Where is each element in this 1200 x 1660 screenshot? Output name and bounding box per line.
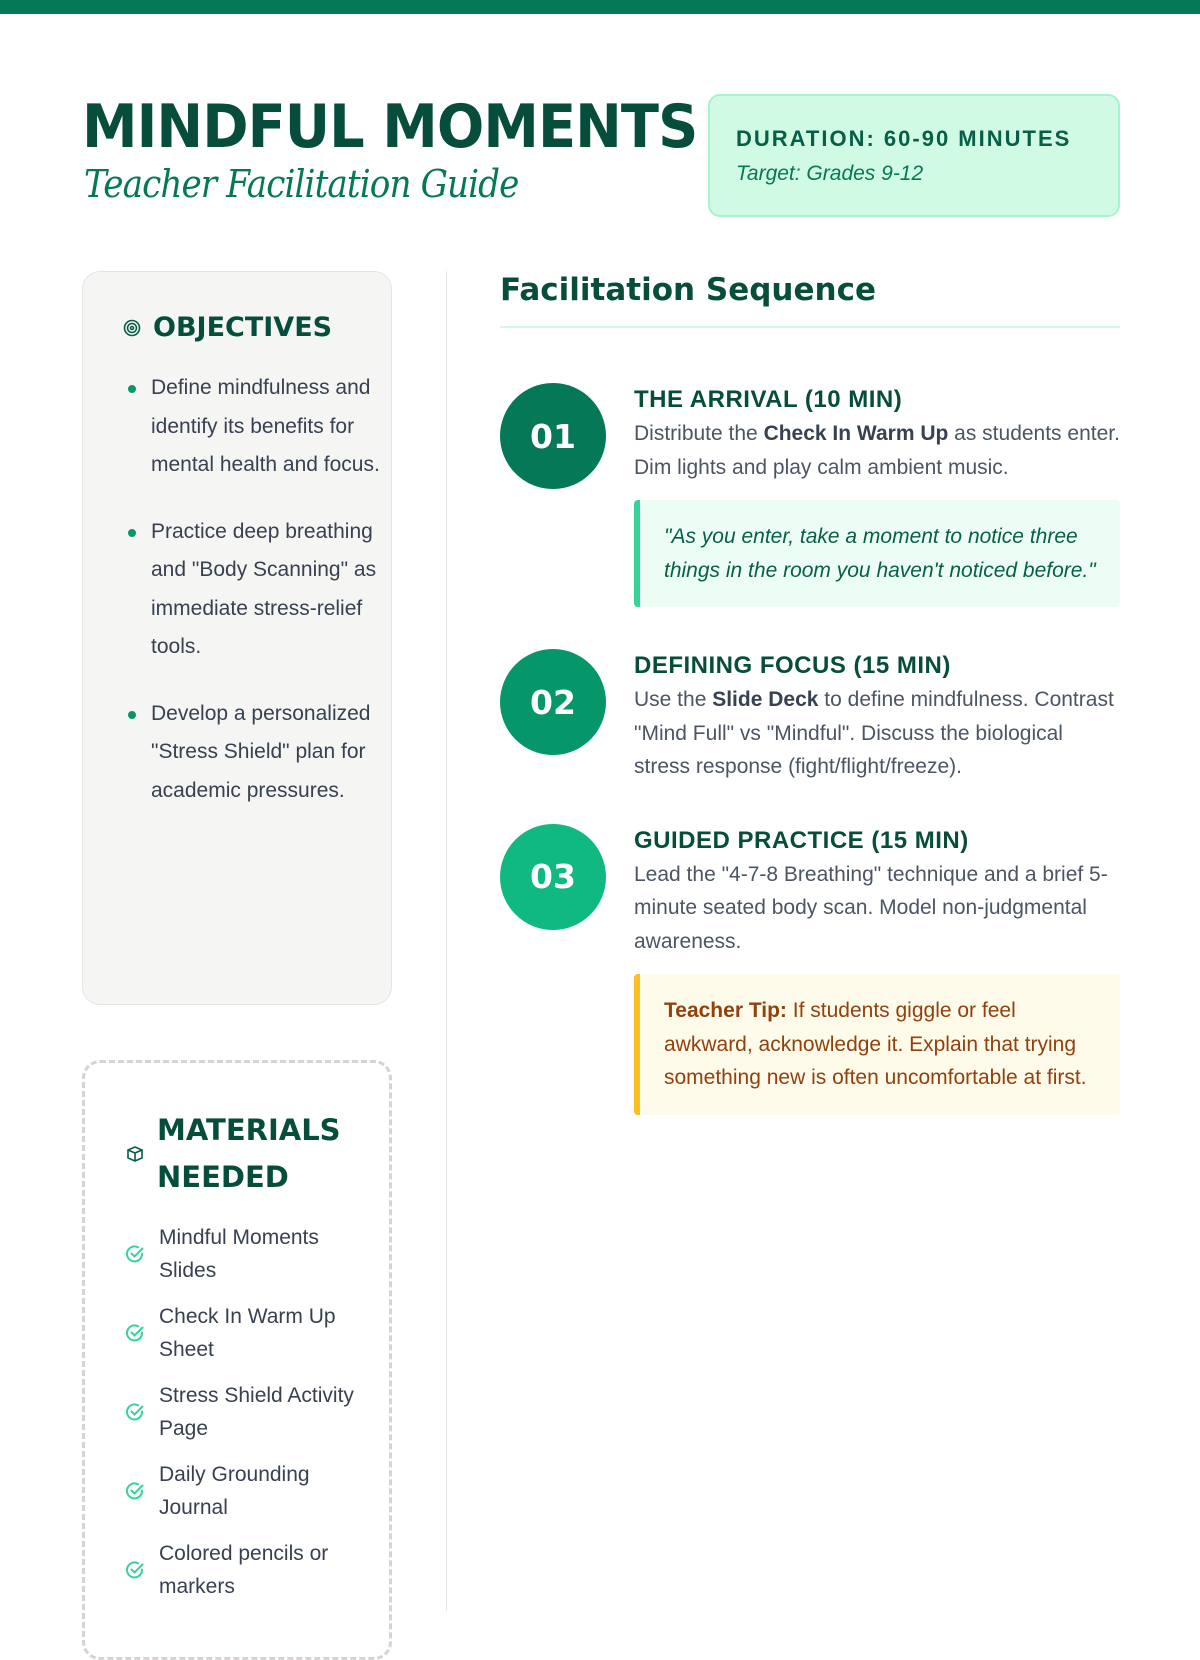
step-number: 01: [500, 383, 606, 489]
target-icon: [123, 319, 141, 337]
box-icon: [125, 1144, 145, 1164]
objective-item: Define mindfulness and identify its benefits for mental health and focus.: [123, 369, 383, 485]
material-label: Daily Grounding Journal: [159, 1463, 310, 1519]
step-title: DEFINING FOCUS (15 MIN): [634, 652, 951, 679]
text: to define mindfulness. Contrast "Mind Full" vs "Mindful". Discuss the biological stress response (fight/flight/freeze).: [634, 688, 1114, 778]
step-1: [500, 383, 1120, 607]
step-title: GUIDED PRACTICE (15 MIN): [634, 826, 969, 854]
text: as students enter. Dim lights and play calm ambient music.: [634, 422, 1120, 479]
materials-title: MATERIALS NEEDED: [157, 1113, 341, 1194]
target-label: Target: Grades 9-12: [736, 162, 924, 185]
duration-box: [708, 94, 1120, 217]
step-number: 02: [500, 649, 606, 755]
check-circle-icon: [125, 1481, 145, 1501]
step-2: [500, 649, 1120, 784]
check-circle-icon: [125, 1323, 145, 1343]
script-quote: "As you enter, take a moment to notice three things in the room you haven't noticed before.": [634, 500, 1120, 607]
material-label: Colored pencils or markers: [159, 1542, 329, 1598]
check-circle-icon: [125, 1244, 145, 1264]
objective-item: Practice deep breathing and "Body Scanning" as immediate stress-relief tools.: [123, 513, 383, 667]
material-item: [125, 1458, 389, 1524]
step-text: Lead the "4-7-8 Breathing" technique and a brief 5-minute seated body scan. Model non-judgmental awareness.: [634, 862, 1108, 953]
material-item: [125, 1379, 389, 1445]
material-label: Check In Warm Up Sheet: [159, 1305, 336, 1361]
materials-heading: [125, 1107, 389, 1201]
step-title: THE ARRIVAL (10 MIN): [634, 386, 903, 413]
objectives-card: [82, 271, 392, 1005]
step-number: 03: [500, 824, 606, 930]
text: Use the: [634, 688, 713, 711]
check-circle-icon: [125, 1560, 145, 1580]
material-item: [125, 1221, 389, 1287]
bold-text: Slide Deck: [712, 688, 819, 711]
column-divider: [446, 271, 447, 1611]
tip-label: Teacher Tip:: [664, 999, 787, 1022]
objective-item: Develop a personalized "Stress Shield" plan for academic pressures.: [123, 695, 383, 811]
page-title: MINDFUL MOMENTS: [82, 92, 698, 162]
step-3: [500, 824, 1120, 1115]
objectives-heading: [123, 312, 391, 343]
material-label: Mindful Moments Slides: [159, 1226, 319, 1282]
step-text: [634, 683, 1120, 784]
facilitation-sequence: [500, 272, 1120, 1115]
page-subtitle: Teacher Facilitation Guide: [84, 162, 519, 206]
tip-text: If students giggle or feel awkward, acknowledge it. Explain that trying something new is often uncomfortable at first.: [664, 999, 1087, 1089]
duration-label: DURATION: 60-90 MINUTES: [736, 126, 1072, 151]
check-circle-icon: [125, 1402, 145, 1422]
material-item: [125, 1537, 389, 1603]
section-title: Facilitation Sequence: [500, 272, 1120, 328]
teacher-tip: [634, 974, 1120, 1115]
text: Distribute the: [634, 422, 764, 445]
top-accent-bar: [0, 0, 1200, 14]
material-item: [125, 1300, 389, 1366]
material-label: Stress Shield Activity Page: [159, 1384, 354, 1440]
bold-text: Check In Warm Up: [763, 422, 949, 445]
materials-card: [82, 1060, 392, 1660]
objectives-title: OBJECTIVES: [153, 312, 333, 343]
step-text: [634, 417, 1120, 484]
